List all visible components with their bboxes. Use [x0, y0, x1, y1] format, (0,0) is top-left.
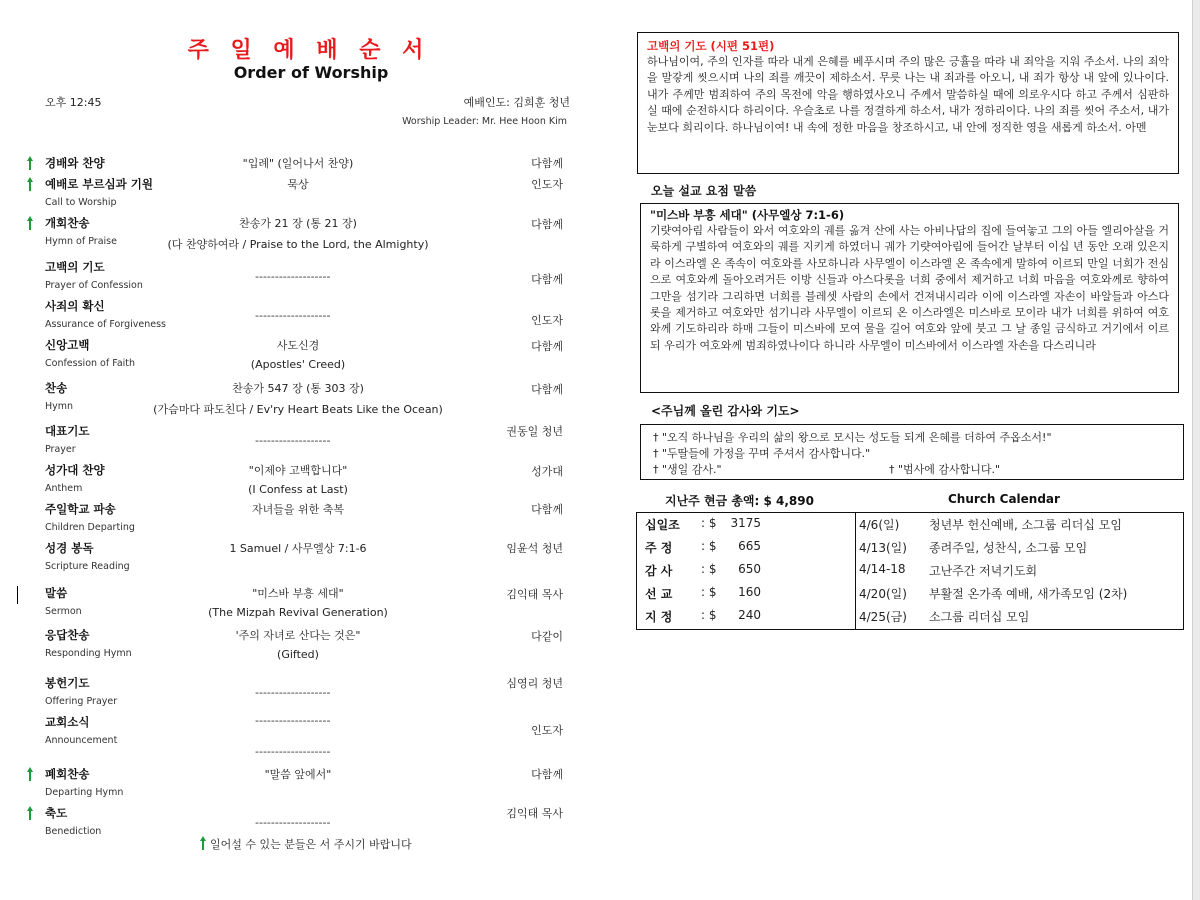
offering-row	[637, 516, 855, 538]
offering-amount: 650	[738, 562, 761, 576]
order-item-title-en: Prayer	[45, 444, 76, 455]
order-item-subtitle: (I Confess at Last)	[248, 483, 348, 496]
order-item-title-en: Hymn	[45, 401, 74, 412]
order-item-leader: 권동일 청년	[506, 425, 563, 438]
order-item-title-kr: 사죄의 확신	[45, 299, 105, 313]
order-item-placeholder-line: -------------------	[255, 270, 331, 283]
order-item-placeholder-line: -------------------	[255, 686, 331, 699]
order-item-leader: 다함께	[531, 503, 563, 516]
order-item-detail: "말씀 앞에서"	[264, 768, 332, 781]
order-item-title-en: Assurance of Forgiveness	[45, 319, 167, 330]
order-item-detail: 찬송가 547 장 (통 303 장)	[232, 382, 364, 395]
column-divider	[855, 513, 856, 629]
confession-title: 고백의 기도 (시편 51편)	[647, 39, 775, 53]
thanks-box	[640, 424, 1184, 480]
order-item-placeholder-line: -------------------	[255, 816, 331, 829]
order-item-detail: "미스바 부흥 세대"	[252, 587, 344, 600]
order-item	[45, 627, 570, 663]
order-item-leader: 다함께	[531, 768, 563, 781]
order-item-subtitle: (Apostles' Creed)	[250, 358, 346, 371]
calendar-row	[859, 585, 1179, 607]
thanks-header: <주님께 올린 감사와 기도>	[651, 404, 800, 418]
order-item	[45, 585, 570, 621]
order-item-title-kr: 말씀	[45, 586, 68, 600]
order-item-title-en: Confession of Faith	[45, 358, 136, 369]
order-item-leader: 인도자	[531, 724, 563, 737]
order-item-subtitle: (다 찬양하여라 / Praise to the Lord, the Almighty)	[167, 238, 429, 251]
calendar-row	[859, 608, 1179, 630]
order-item-leader: 인도자	[531, 178, 563, 191]
order-item-title-en: Scripture Reading	[45, 561, 130, 572]
order-item-subtitle: (가슴마다 파도친다 / Ev'ry Heart Beats Like the Ocean)	[153, 403, 443, 416]
calendar-event: 부활절 온가족 예배, 새가족모임 (2차)	[929, 587, 1128, 601]
confession-prayer-box	[637, 32, 1179, 174]
order-item-leader: 김익태 목사	[506, 588, 563, 601]
calendar-row	[859, 562, 1179, 584]
order-item-title-kr: 찬송	[45, 381, 68, 395]
sermon-text: 기럇여아림 사람들이 와서 여호와의 궤를 옮겨 산에 사는 아비나답의 집에 들여놓고 그의 아들 엘리아살을 거룩하게 구별하여 여호와의 궤를 지키게 하였더니 궤가 기럇여아림에 들어간 날부터 이십 년 동안 오래 있은지라 이스라엘 온 족속이 여호와를 사모하니라 사무엘이 이스라엘 온 족속에게 말하여 이르되 만일 너희가 전심으로 여호와께 돌아오려거든 이방 신들과 아스다롯을 너희 중에서 제거하고 너희 마음을 여호와께로 향하여 그만을 섬기라 그리하면 너희를 블레셋 사람의 손에서 건져내시리라 이에 이스라엘 자손이 바알들과 아스다롯을 제거하고 여호와만 섬기니라 사무엘이 이르되 온 이스라엘은 미스바로 모이라 내가 너희를 위하여 여호와께 기도하리라 하매 그들이 미스바에 모여 물을 길어 여호와 앞에 붓고 그 날 종일 금식하고 거기에서 이르되 우리가 여호와께 범죄하였나이다 하니라 사무엘이 미스바에서 이스라엘 자손을 다스리니라	[650, 224, 1169, 352]
calendar-date: 4/20(일)	[859, 587, 907, 601]
order-item-detail: 자녀들을 위한 축복	[251, 503, 344, 516]
thanks-line-1: † "오직 하나님을 우리의 삶의 왕으로 모시는 성도들 되게 은혜를 더하여 주옵소서!"	[653, 431, 1052, 444]
calendar-event: 고난주간 저녁기도회	[929, 564, 1038, 578]
order-item	[45, 423, 570, 459]
order-item	[45, 259, 570, 295]
stand-arrow-icon	[27, 177, 33, 191]
calendar-date: 4/25(금)	[859, 610, 907, 624]
order-item-leader: 인도자	[531, 314, 563, 327]
order-item	[45, 540, 570, 576]
order-item-title-en: Announcement	[45, 735, 118, 746]
order-item-placeholder-line: -------------------	[255, 309, 331, 322]
order-item	[45, 215, 570, 251]
order-item-title-en: Benediction	[45, 826, 102, 837]
order-item-detail: "입례" (일어나서 찬양)	[242, 157, 354, 170]
worship-leader-korean: 예배인도: 김희훈 청년	[463, 96, 570, 109]
offering-currency: : $	[701, 562, 717, 576]
offering-category: 주 정	[645, 541, 673, 555]
order-item-title-kr: 축도	[45, 806, 68, 820]
order-item	[45, 675, 570, 711]
order-item-leader: 임윤석 청년	[506, 542, 563, 555]
calendar-date: 4/6(일)	[859, 518, 900, 532]
offering-currency: : $	[701, 539, 717, 553]
worship-leader-english: Worship Leader: Mr. Hee Hoon Kim	[402, 116, 567, 127]
order-item-detail: '주의 자녀로 산다는 것은"	[235, 629, 361, 642]
offering-amount: 160	[738, 585, 761, 599]
stand-arrow-icon	[27, 156, 33, 170]
offering-currency: : $	[701, 585, 717, 599]
page-edge	[1192, 0, 1200, 900]
order-item-leader: 다같이	[531, 630, 563, 643]
offering-calendar-box	[636, 512, 1184, 630]
order-item-leader: 김익태 목사	[506, 807, 563, 820]
order-item-leader: 다함께	[531, 273, 563, 286]
page-title-korean: 주 일 예 배 순 서	[187, 38, 431, 63]
calendar-event: 청년부 헌신예배, 소그룹 리더십 모임	[929, 518, 1122, 532]
offering-row	[637, 539, 855, 561]
order-item	[45, 714, 570, 758]
order-item-title-en: Sermon	[45, 606, 82, 617]
offering-row	[637, 608, 855, 630]
text-cursor	[17, 586, 18, 604]
order-item-detail: 1 Samuel / 사무엘상 7:1-6	[229, 542, 367, 555]
order-item-title-en: Call to Worship	[45, 197, 117, 208]
order-item-title-kr: 성가대 찬양	[45, 463, 105, 477]
order-item-leader: 성가대	[531, 465, 563, 478]
order-item-title-en: Anthem	[45, 483, 83, 494]
order-item-title-en: Responding Hymn	[45, 648, 132, 659]
order-item-subtitle: (The Mizpah Revival Generation)	[208, 606, 388, 619]
order-item-title-kr: 주일학교 파송	[45, 502, 116, 516]
order-item-title-kr: 봉헌기도	[45, 676, 90, 690]
order-item	[45, 380, 570, 416]
order-item-detail: 묵상	[287, 178, 309, 191]
standing-note-text: 일어설 수 있는 분들은 서 주시기 바랍니다	[210, 838, 412, 851]
stand-arrow-icon	[200, 836, 206, 850]
calendar-date: 4/13(일)	[859, 541, 907, 555]
order-item-title-kr: 고백의 기도	[45, 260, 105, 274]
offering-row	[637, 562, 855, 584]
calendar-row	[859, 516, 1179, 538]
sermon-summary-box	[640, 203, 1179, 393]
stand-arrow-icon	[27, 806, 33, 820]
order-item-title-en: Offering Prayer	[45, 696, 118, 707]
order-item	[45, 298, 570, 334]
order-item-detail: "이제야 고백합니다"	[248, 464, 348, 477]
calendar-event: 소그룹 리더십 모임	[929, 610, 1030, 624]
offering-category: 감 사	[645, 564, 673, 578]
calendar-event: 종려주일, 성찬식, 소그룹 모임	[929, 541, 1088, 555]
order-item-leader: 다함께	[531, 383, 563, 396]
offering-amount: 665	[738, 539, 761, 553]
order-item-title-kr: 폐회찬송	[45, 767, 90, 781]
offering-currency: : $	[701, 516, 717, 530]
order-item-leader: 다함께	[531, 218, 563, 231]
order-item-title-kr: 신앙고백	[45, 338, 90, 352]
offering-total-header: 지난주 현금 총액: $ 4,890	[665, 494, 814, 508]
order-item-title-en: Departing Hymn	[45, 787, 124, 798]
thanks-line-2: † "두딸들에 가정을 꾸며 주셔서 감사합니다."	[653, 447, 871, 460]
stand-arrow-icon	[27, 767, 33, 781]
order-item-leader: 다함께	[531, 157, 563, 170]
offering-amount: 240	[738, 608, 761, 622]
thanks-line-3a: † "생일 감사."	[653, 463, 722, 476]
order-item	[45, 337, 570, 373]
order-item-title-en: Hymn of Praise	[45, 236, 117, 247]
order-item-title-en: Children Departing	[45, 522, 135, 533]
order-item-leader: 다함께	[531, 340, 563, 353]
calendar-header: Church Calendar	[948, 492, 1060, 506]
service-time: 오후 12:45	[45, 96, 102, 109]
offering-category: 십일조	[645, 518, 680, 532]
order-item-detail: 사도신경	[276, 339, 320, 352]
order-item	[45, 501, 570, 537]
calendar-row	[859, 539, 1179, 561]
order-item-title-kr: 교회소식	[45, 715, 90, 729]
sermon-summary-header: 오늘 설교 요점 말씀	[651, 184, 757, 198]
order-item-placeholder-line: -------------------	[255, 745, 331, 758]
order-item-title-kr: 성경 봉독	[45, 541, 94, 555]
sermon-title: "미스바 부흥 세대" (사무엘상 7:1-6)	[650, 208, 845, 222]
offering-category: 지 정	[645, 610, 673, 624]
order-item	[45, 462, 570, 498]
order-item	[45, 766, 570, 802]
order-item-leader: 심영리 청년	[506, 677, 563, 690]
stand-arrow-icon	[27, 216, 33, 230]
offering-category: 선 교	[645, 587, 673, 601]
order-item-title-en: Prayer of Confession	[45, 280, 143, 291]
standing-note	[200, 836, 412, 852]
offering-amount: 3175	[730, 516, 761, 530]
calendar-date: 4/14-18	[859, 562, 906, 576]
order-item-placeholder-line: -------------------	[255, 434, 331, 447]
order-item-title-kr: 개회찬송	[45, 216, 90, 230]
order-item-title-kr: 대표기도	[45, 424, 90, 438]
page-title-english: Order of Worship	[233, 63, 389, 82]
order-item	[45, 176, 570, 212]
order-item-subtitle: (Gifted)	[277, 648, 319, 661]
offering-currency: : $	[701, 608, 717, 622]
offering-row	[637, 585, 855, 607]
confession-text: 하나님이여, 주의 인자를 따라 내게 은혜를 베푸시며 주의 많은 긍휼을 따라 내 죄악을 지워 주소서. 나의 죄악을 말갛게 씻으시며 나의 죄를 깨끗이 제하소서. 무릇 나는 내 죄과를 아오니, 내 죄가 항상 내 앞에 있나이다. 내가 주께만 범죄하여 주의 목전에 악을 행하였사오니 주께서 말씀하실 때에 의로우시다 하고 주께서 심판하실 때에 순전하시다 하리이다. 우슬초로 나를 정결하게 하소서, 내가 정하리이다. 나의 죄를 씻어 주소서, 내가 눈보다 희리이다. 하나님이여! 내 속에 정한 마음을 창조하시고, 내 안에 정직한 영을 새롭게 하소서. 아멘	[647, 55, 1169, 134]
order-item-title-kr: 응답찬송	[45, 628, 90, 642]
order-item-title-kr: 경배와 찬양	[45, 156, 105, 170]
order-item-placeholder-line: -------------------	[255, 714, 331, 727]
order-item-title-kr: 예배로 부르심과 기원	[45, 177, 153, 191]
thanks-line-3b: † "범사에 감사합니다."	[889, 463, 1001, 476]
order-item-detail: 찬송가 21 장 (통 21 장)	[239, 217, 357, 230]
